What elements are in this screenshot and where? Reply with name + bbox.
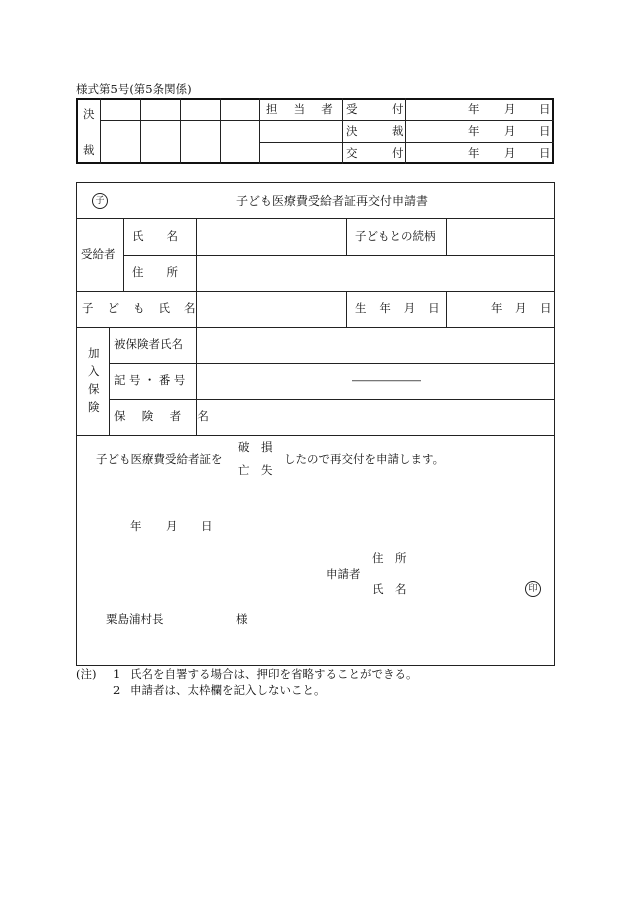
uketsuke-tsuki: 月 xyxy=(504,102,516,116)
recipient-address-field[interactable] xyxy=(197,256,554,291)
kessai-tsuki: 月 xyxy=(504,124,516,138)
relation-label: 子どもとの続柄 xyxy=(355,229,436,243)
address-label: 住 所 xyxy=(132,265,178,279)
recipient-label: 受給者 xyxy=(81,247,116,261)
uketsuke-nen: 年 xyxy=(468,102,480,116)
applicant-label: 申請者 xyxy=(326,567,361,581)
seal-icon: 印 xyxy=(525,581,541,597)
relation-field[interactable] xyxy=(447,219,554,255)
kessai-hi: 日 xyxy=(539,124,551,138)
birth-tsuki: 月 xyxy=(515,301,527,315)
kessai-char-1: 決 xyxy=(83,107,95,121)
note-2: 申請者は、太枠欄を記入しないこと。 xyxy=(130,683,326,697)
insured-name-label: 被保険者氏名 xyxy=(114,337,183,351)
applicant-name-label: 氏 名 xyxy=(372,582,407,596)
birth-nen: 年 xyxy=(491,301,503,315)
uketsuke-hi: 日 xyxy=(539,102,551,116)
kessai-nen: 年 xyxy=(468,124,480,138)
note-1-number: 1 xyxy=(113,667,121,681)
birth-hi: 日 xyxy=(540,301,552,315)
form-number: 様式第5号(第5条関係) xyxy=(76,82,192,96)
addressee-honorific: 様 xyxy=(236,612,248,626)
tanto-label: 担 当 者 xyxy=(266,102,335,116)
symbol-number-field[interactable] xyxy=(197,364,554,399)
date-hi: 日 xyxy=(201,519,213,533)
kofu-label: 交 付 xyxy=(346,146,404,160)
insurance-char-2: 入 xyxy=(88,364,100,378)
note-2-number: 2 xyxy=(113,683,121,697)
kofu-nen: 年 xyxy=(468,146,480,160)
kessai-char-2: 裁 xyxy=(83,143,95,157)
date-nen: 年 xyxy=(130,519,142,533)
symbol-number-dash: ―――――― xyxy=(352,373,421,387)
reason-damaged[interactable]: 破 損 xyxy=(238,440,273,454)
addressee: 粟島浦村長 xyxy=(106,612,164,626)
reason-lost[interactable]: 亡 失 xyxy=(238,463,273,477)
birth-date-label: 生 年 月 日 xyxy=(355,301,445,315)
child-name-field[interactable] xyxy=(197,292,346,327)
note-1: 氏名を自署する場合は、押印を省略することができる。 xyxy=(130,667,418,681)
statement-prefix: 子ども医療費受給者証を xyxy=(96,452,223,466)
kofu-tsuki: 月 xyxy=(504,146,516,160)
form-title: 子ども医療費受給者証再交付申請書 xyxy=(236,194,429,208)
ko-mark-icon: 子 xyxy=(92,193,108,209)
insurer-label: 保 険 者 名 xyxy=(114,409,216,423)
date-tsuki: 月 xyxy=(166,519,178,533)
insured-name-field[interactable] xyxy=(197,328,554,363)
statement-suffix: したので再交付を申請します。 xyxy=(284,452,445,466)
insurer-field[interactable] xyxy=(197,400,554,435)
uketsuke-label: 受 付 xyxy=(346,102,404,116)
name-label: 氏 名 xyxy=(132,229,178,243)
applicant-address-label: 住 所 xyxy=(372,551,407,565)
child-name-label: 子 ど も 氏 名 xyxy=(82,301,201,315)
insurance-char-1: 加 xyxy=(88,346,100,360)
insurance-char-3: 保 xyxy=(88,382,100,396)
insurance-char-4: 険 xyxy=(88,400,100,414)
symbol-number-label: 記号・番号 xyxy=(114,373,189,387)
notes-prefix: (注) xyxy=(76,667,97,681)
recipient-name-field[interactable] xyxy=(197,219,346,255)
kofu-hi: 日 xyxy=(539,146,551,160)
kessai-label: 決 裁 xyxy=(346,124,404,138)
